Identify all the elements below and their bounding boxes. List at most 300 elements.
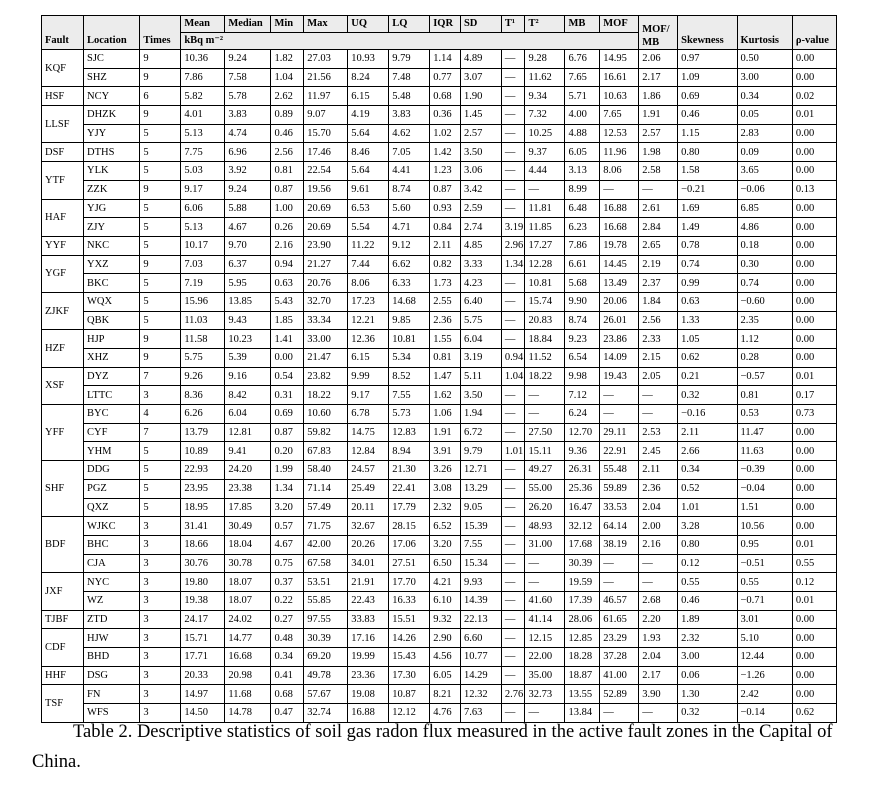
value-cell: 0.00: [792, 349, 836, 368]
value-cell: 25.36: [565, 479, 600, 498]
value-cell: 4.41: [389, 162, 430, 181]
value-cell: 6.72: [460, 423, 501, 442]
header-mof-mb: [639, 16, 678, 50]
value-cell: 6.05: [430, 666, 461, 685]
table-row: [42, 386, 837, 405]
value-cell: 4.44: [525, 162, 565, 181]
value-cell: 0.87: [271, 180, 304, 199]
location-cell: ZZK: [84, 180, 140, 199]
value-cell: —: [501, 629, 525, 648]
value-cell: 5: [140, 162, 181, 181]
value-cell: —: [501, 554, 525, 573]
value-cell: 9.24: [225, 180, 271, 199]
value-cell: 6.62: [389, 255, 430, 274]
value-cell: 0.12: [678, 554, 737, 573]
value-cell: 6.10: [430, 591, 461, 610]
value-cell: 11.47: [737, 423, 792, 442]
location-cell: HJP: [84, 330, 140, 349]
location-cell: LTTC: [84, 386, 140, 405]
value-cell: —: [525, 704, 565, 723]
value-cell: 0.20: [271, 442, 304, 461]
value-cell: 2.53: [639, 423, 678, 442]
table-row: [42, 349, 837, 368]
value-cell: 22.91: [600, 442, 639, 461]
value-cell: 6.26: [181, 405, 225, 424]
location-cell: QBK: [84, 311, 140, 330]
value-cell: 16.88: [600, 199, 639, 218]
value-cell: 0.55: [678, 573, 737, 592]
value-cell: 0.01: [792, 106, 836, 125]
value-cell: 9: [140, 349, 181, 368]
value-cell: 9.37: [525, 143, 565, 162]
value-cell: 5: [140, 498, 181, 517]
value-cell: 30.39: [304, 629, 348, 648]
value-cell: 5.73: [389, 405, 430, 424]
value-cell: 1.91: [430, 423, 461, 442]
value-cell: 11.85: [525, 218, 565, 237]
value-cell: 1.09: [678, 68, 737, 87]
value-cell: 8.21: [430, 685, 461, 704]
location-cell: BYC: [84, 405, 140, 424]
value-cell: 0.00: [792, 236, 836, 255]
value-cell: 18.95: [181, 498, 225, 517]
value-cell: 1.86: [639, 87, 678, 106]
value-cell: 0.63: [678, 292, 737, 311]
value-cell: 15.34: [460, 554, 501, 573]
value-cell: 31.00: [525, 535, 565, 554]
value-cell: 1.05: [678, 330, 737, 349]
value-cell: 3.33: [460, 255, 501, 274]
value-cell: 5.13: [181, 124, 225, 143]
value-cell: 12.70: [565, 423, 600, 442]
value-cell: 0.00: [792, 517, 836, 536]
value-cell: 11.63: [737, 442, 792, 461]
value-cell: 3.19: [460, 349, 501, 368]
value-cell: 0.68: [271, 685, 304, 704]
value-cell: 2.36: [430, 311, 461, 330]
value-cell: 20.69: [304, 199, 348, 218]
value-cell: 4.01: [181, 106, 225, 125]
table-row: [42, 461, 837, 480]
header-sd: SD: [460, 16, 501, 33]
value-cell: 1.01: [501, 442, 525, 461]
value-cell: 2.55: [430, 292, 461, 311]
value-cell: 6.24: [565, 405, 600, 424]
value-cell: 4.71: [389, 218, 430, 237]
value-cell: 30.78: [225, 554, 271, 573]
value-cell: 2.96: [501, 236, 525, 255]
value-cell: 5.71: [565, 87, 600, 106]
value-cell: —: [639, 573, 678, 592]
value-cell: 9.70: [225, 236, 271, 255]
value-cell: 0.34: [678, 461, 737, 480]
value-cell: 11.96: [600, 143, 639, 162]
value-cell: 7: [140, 367, 181, 386]
value-cell: 49.78: [304, 666, 348, 685]
value-cell: 17.27: [525, 236, 565, 255]
value-cell: 0.30: [737, 255, 792, 274]
value-cell: 6.15: [348, 87, 389, 106]
value-cell: —: [501, 386, 525, 405]
value-cell: 20.76: [304, 274, 348, 293]
table-row: [42, 535, 837, 554]
value-cell: 0.32: [678, 386, 737, 405]
value-cell: 2.19: [639, 255, 678, 274]
value-cell: 9.17: [348, 386, 389, 405]
value-cell: 1.91: [639, 106, 678, 125]
value-cell: 0.00: [792, 199, 836, 218]
value-cell: 24.57: [348, 461, 389, 480]
value-cell: 16.68: [600, 218, 639, 237]
location-cell: ZJY: [84, 218, 140, 237]
value-cell: 14.78: [225, 704, 271, 723]
value-cell: 3.28: [678, 517, 737, 536]
header-times: Times: [140, 16, 181, 50]
value-cell: 14.68: [389, 292, 430, 311]
value-cell: 59.89: [600, 479, 639, 498]
value-cell: 3: [140, 629, 181, 648]
value-cell: 6.54: [565, 349, 600, 368]
value-cell: 0.00: [271, 349, 304, 368]
value-cell: 0.06: [678, 666, 737, 685]
value-cell: 17.46: [304, 143, 348, 162]
value-cell: 12.32: [460, 685, 501, 704]
value-cell: 3: [140, 535, 181, 554]
value-cell: 41.14: [525, 610, 565, 629]
value-cell: 12.15: [525, 629, 565, 648]
fault-cell: DSF: [42, 143, 84, 162]
location-cell: SJC: [84, 50, 140, 69]
value-cell: 17.79: [389, 498, 430, 517]
value-cell: 2.11: [678, 423, 737, 442]
value-cell: 15.43: [389, 648, 430, 667]
value-cell: 17.39: [565, 591, 600, 610]
value-cell: 2.37: [639, 274, 678, 293]
value-cell: 20.06: [600, 292, 639, 311]
value-cell: 4.19: [348, 106, 389, 125]
value-cell: 0.80: [678, 535, 737, 554]
value-cell: −1.26: [737, 666, 792, 685]
value-cell: 4.85: [460, 236, 501, 255]
location-cell: WQX: [84, 292, 140, 311]
value-cell: 31.41: [181, 517, 225, 536]
value-cell: 11.97: [304, 87, 348, 106]
value-cell: —: [501, 704, 525, 723]
value-cell: —: [501, 292, 525, 311]
value-cell: 1.04: [271, 68, 304, 87]
value-cell: 1.90: [460, 87, 501, 106]
value-cell: 3.26: [430, 461, 461, 480]
value-cell: 6.06: [181, 199, 225, 218]
value-cell: 0.00: [792, 50, 836, 69]
value-cell: 2.17: [639, 68, 678, 87]
value-cell: 7.12: [565, 386, 600, 405]
value-cell: 0.99: [678, 274, 737, 293]
value-cell: 0.80: [678, 143, 737, 162]
location-cell: DSG: [84, 666, 140, 685]
value-cell: 3: [140, 517, 181, 536]
value-cell: 32.73: [525, 685, 565, 704]
value-cell: 1.15: [678, 124, 737, 143]
value-cell: 2.11: [430, 236, 461, 255]
value-cell: 27.50: [525, 423, 565, 442]
table-row: [42, 180, 837, 199]
value-cell: −0.04: [737, 479, 792, 498]
value-cell: 10.81: [525, 274, 565, 293]
value-cell: 1.30: [678, 685, 737, 704]
value-cell: 9.36: [565, 442, 600, 461]
value-cell: 14.09: [600, 349, 639, 368]
value-cell: 58.40: [304, 461, 348, 480]
value-cell: 23.38: [225, 479, 271, 498]
value-cell: 8.52: [389, 367, 430, 386]
value-cell: 18.04: [225, 535, 271, 554]
value-cell: 8.46: [348, 143, 389, 162]
value-cell: 0.50: [737, 50, 792, 69]
value-cell: 19.78: [600, 236, 639, 255]
value-cell: 2.33: [639, 330, 678, 349]
value-cell: 0.26: [271, 218, 304, 237]
value-cell: 32.74: [304, 704, 348, 723]
value-cell: 0.17: [792, 386, 836, 405]
value-cell: 10.60: [304, 405, 348, 424]
value-cell: 3.20: [271, 498, 304, 517]
value-cell: —: [501, 180, 525, 199]
table-row: [42, 274, 837, 293]
value-cell: 13.55: [565, 685, 600, 704]
value-cell: 3: [140, 386, 181, 405]
value-cell: 0.89: [271, 106, 304, 125]
value-cell: 37.28: [600, 648, 639, 667]
value-cell: −0.60: [737, 292, 792, 311]
value-cell: 7.44: [348, 255, 389, 274]
value-cell: 23.36: [348, 666, 389, 685]
fault-cell: YGF: [42, 255, 84, 292]
value-cell: —: [501, 423, 525, 442]
value-cell: 2.56: [639, 311, 678, 330]
table-row: [42, 50, 837, 69]
value-cell: 0.01: [792, 535, 836, 554]
value-cell: 9: [140, 50, 181, 69]
value-cell: 28.15: [389, 517, 430, 536]
value-cell: 9.99: [348, 367, 389, 386]
fault-cell: HAF: [42, 199, 84, 236]
value-cell: 0.74: [737, 274, 792, 293]
location-cell: WJKC: [84, 517, 140, 536]
value-cell: 7.05: [389, 143, 430, 162]
value-cell: 12.21: [348, 311, 389, 330]
table-row: [42, 124, 837, 143]
value-cell: 26.01: [600, 311, 639, 330]
value-cell: —: [600, 180, 639, 199]
value-cell: 14.39: [460, 591, 501, 610]
value-cell: 15.11: [525, 442, 565, 461]
value-cell: 6.37: [225, 255, 271, 274]
value-cell: 11.81: [525, 199, 565, 218]
table-row: [42, 666, 837, 685]
value-cell: 10.89: [181, 442, 225, 461]
value-cell: 1.84: [639, 292, 678, 311]
value-cell: —: [639, 405, 678, 424]
location-cell: WZ: [84, 591, 140, 610]
value-cell: —: [501, 479, 525, 498]
value-cell: 3: [140, 648, 181, 667]
value-cell: 3.07: [460, 68, 501, 87]
value-cell: 18.07: [225, 573, 271, 592]
value-cell: 2.15: [639, 349, 678, 368]
value-cell: 69.20: [304, 648, 348, 667]
value-cell: 4.88: [565, 124, 600, 143]
value-cell: 29.11: [600, 423, 639, 442]
value-cell: 10.93: [348, 50, 389, 69]
value-cell: 33.34: [304, 311, 348, 330]
value-cell: 0.87: [430, 180, 461, 199]
value-cell: 14.45: [600, 255, 639, 274]
value-cell: 59.82: [304, 423, 348, 442]
value-cell: 3.06: [460, 162, 501, 181]
value-cell: 9.32: [430, 610, 461, 629]
value-cell: 5: [140, 143, 181, 162]
fault-cell: SHF: [42, 461, 84, 517]
value-cell: 7.32: [525, 106, 565, 125]
value-cell: 9: [140, 180, 181, 199]
value-cell: 5: [140, 218, 181, 237]
value-cell: 67.58: [304, 554, 348, 573]
table-row: [42, 591, 837, 610]
value-cell: 1.58: [678, 162, 737, 181]
value-cell: 5.88: [225, 199, 271, 218]
header-pvalue: ρ-value: [792, 16, 836, 50]
value-cell: —: [639, 554, 678, 573]
value-cell: 7.65: [565, 68, 600, 87]
table-row: [42, 330, 837, 349]
value-cell: 0.00: [792, 423, 836, 442]
value-cell: 5.43: [271, 292, 304, 311]
value-cell: 1.89: [678, 610, 737, 629]
value-cell: 7.55: [389, 386, 430, 405]
location-cell: BHD: [84, 648, 140, 667]
value-cell: 1.49: [678, 218, 737, 237]
value-cell: 2.57: [639, 124, 678, 143]
value-cell: 9.41: [225, 442, 271, 461]
value-cell: 20.98: [225, 666, 271, 685]
value-cell: 9.12: [389, 236, 430, 255]
value-cell: 6.60: [460, 629, 501, 648]
fault-cell: ZJKF: [42, 292, 84, 329]
value-cell: —: [501, 68, 525, 87]
value-cell: 23.29: [600, 629, 639, 648]
value-cell: 1.02: [430, 124, 461, 143]
value-cell: 2.66: [678, 442, 737, 461]
value-cell: 15.74: [525, 292, 565, 311]
value-cell: 0.75: [271, 554, 304, 573]
value-cell: 10.77: [460, 648, 501, 667]
value-cell: 2.32: [430, 498, 461, 517]
value-cell: 10.56: [737, 517, 792, 536]
value-cell: 0.00: [792, 685, 836, 704]
table-row: [42, 106, 837, 125]
value-cell: 0.00: [792, 479, 836, 498]
value-cell: 0.34: [737, 87, 792, 106]
value-cell: 2.56: [271, 143, 304, 162]
value-cell: 15.39: [460, 517, 501, 536]
value-cell: 6.85: [737, 199, 792, 218]
value-cell: 0.46: [678, 106, 737, 125]
value-cell: −0.39: [737, 461, 792, 480]
value-cell: 2.61: [639, 199, 678, 218]
value-cell: 3.92: [225, 162, 271, 181]
value-cell: —: [501, 610, 525, 629]
value-cell: 4.23: [460, 274, 501, 293]
value-cell: 2.62: [271, 87, 304, 106]
value-cell: 8.42: [225, 386, 271, 405]
fault-cell: YTF: [42, 162, 84, 199]
value-cell: 0.54: [271, 367, 304, 386]
header-skewness: Skewness: [678, 16, 737, 50]
value-cell: 0.27: [271, 610, 304, 629]
value-cell: 5.64: [348, 162, 389, 181]
location-cell: NKC: [84, 236, 140, 255]
value-cell: 0.13: [792, 180, 836, 199]
value-cell: 1.45: [460, 106, 501, 125]
value-cell: 3.83: [225, 106, 271, 125]
value-cell: 23.90: [304, 236, 348, 255]
value-cell: 9.85: [389, 311, 430, 330]
value-cell: 19.99: [348, 648, 389, 667]
value-cell: 0.84: [430, 218, 461, 237]
value-cell: 9.17: [181, 180, 225, 199]
value-cell: 21.47: [304, 349, 348, 368]
value-cell: 0.94: [501, 349, 525, 368]
value-cell: 1.99: [271, 461, 304, 480]
fault-cell: TSF: [42, 685, 84, 722]
value-cell: 2.16: [639, 535, 678, 554]
value-cell: 55.00: [525, 479, 565, 498]
fault-cell: HZF: [42, 330, 84, 367]
value-cell: 3.50: [460, 143, 501, 162]
value-cell: 33.53: [600, 498, 639, 517]
value-cell: 34.01: [348, 554, 389, 573]
value-cell: 3.19: [501, 218, 525, 237]
value-cell: 17.85: [225, 498, 271, 517]
value-cell: 30.39: [565, 554, 600, 573]
location-cell: ZTD: [84, 610, 140, 629]
value-cell: 13.29: [460, 479, 501, 498]
value-cell: 33.83: [348, 610, 389, 629]
header-kurtosis: Kurtosis: [737, 16, 792, 50]
fault-cell: TJBF: [42, 610, 84, 629]
value-cell: 30.76: [181, 554, 225, 573]
value-cell: 3.65: [737, 162, 792, 181]
value-cell: 22.93: [181, 461, 225, 480]
value-cell: 3: [140, 573, 181, 592]
value-cell: 12.71: [460, 461, 501, 480]
value-cell: 7.03: [181, 255, 225, 274]
value-cell: 0.69: [271, 405, 304, 424]
value-cell: 1.82: [271, 50, 304, 69]
table-caption: Table 2. Descriptive statistics of soil gas radon flux measured in the active fault zones in the Capital of China.: [32, 722, 833, 772]
table-row: [42, 629, 837, 648]
value-cell: —: [639, 704, 678, 723]
value-cell: 5: [140, 199, 181, 218]
value-cell: 3: [140, 666, 181, 685]
value-cell: —: [501, 666, 525, 685]
value-cell: 2.04: [639, 498, 678, 517]
value-cell: −0.71: [737, 591, 792, 610]
value-cell: 1.85: [271, 311, 304, 330]
value-cell: 3.01: [737, 610, 792, 629]
value-cell: 1.42: [430, 143, 461, 162]
